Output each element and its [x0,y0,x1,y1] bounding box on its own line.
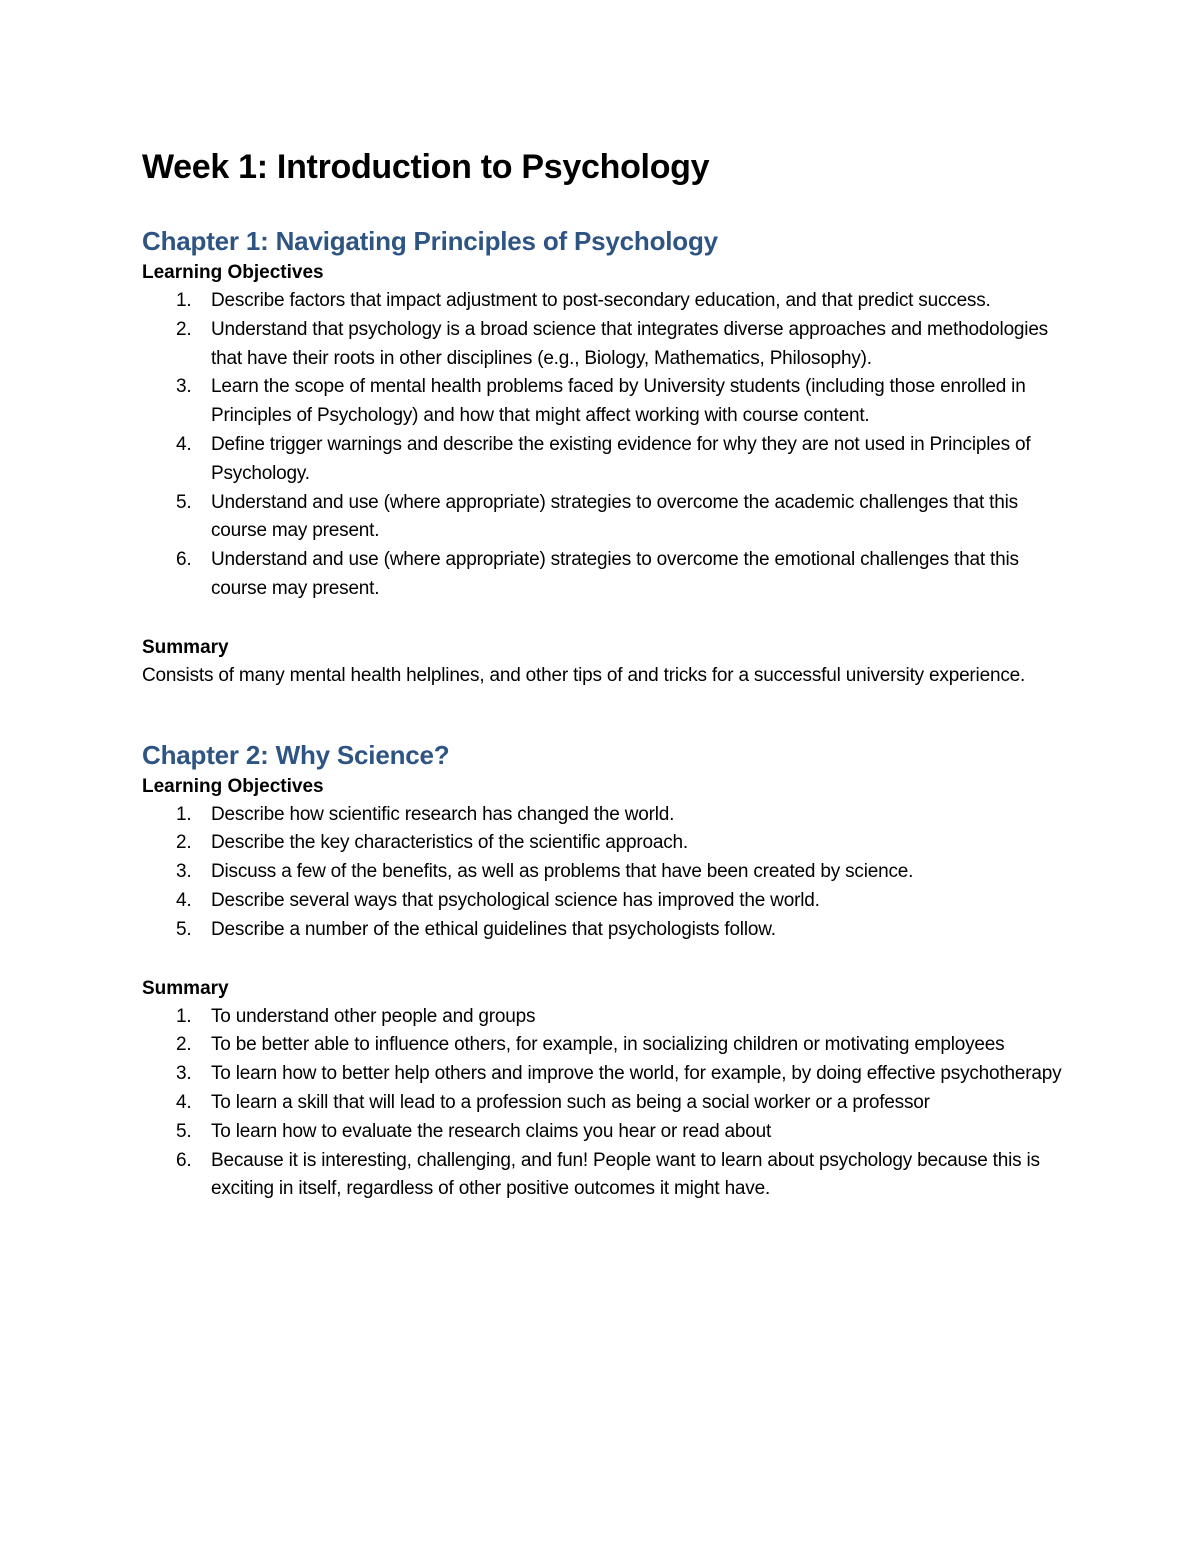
list-number: 1. [176,803,192,825]
list-item [142,373,1072,431]
chapter-2-objectives-label: Learning Objectives [142,775,324,797]
chapter-1-heading: Chapter 1: Navigating Principles of Psychology [142,226,718,256]
list-item [142,829,1072,858]
list-item [142,1031,1072,1060]
chapter-2-summary-label: Summary [142,977,229,999]
list-item-text: Describe several ways that psychological science has improved the world. [211,889,820,911]
list-item-text: Because it is interesting, challenging, and fun! People want to learn about psychology because this is exciting in itself, regardless of other positive outcomes it might have. [211,1149,1040,1200]
list-item-text: Understand and use (where appropriate) strategies to overcome the emotional challenges that this course may present. [211,549,1019,599]
list-item [142,887,1072,916]
list-item-text: Describe how scientific research has changed the world. [211,803,675,825]
list-number: 2. [176,1034,192,1056]
list-item-text: Describe a number of the ethical guidelines that psychologists follow. [211,918,776,940]
list-number: 3. [176,1063,192,1085]
chapter-1-summary-text: Consists of many mental health helplines, and other tips of and tricks for a successful university experience. [142,664,1026,686]
list-item-text: Understand and use (where appropriate) strategies to overcome the academic challenges that this course may present. [211,491,1018,542]
list-item-text: To learn how to better help others and improve the world, for example, by doing effective psychotherapy [211,1063,1062,1085]
list-number: 6. [176,549,192,571]
list-number: 5. [176,1120,192,1142]
page-title: Week 1: Introduction to Psychology [142,148,710,186]
list-item-text: Describe the key characteristics of the scientific approach. [211,832,688,854]
list-item-text: Understand that psychology is a broad science that integrates diverse approaches and methodologies that have their roots in other disciplines (e.g., Biology, Mathematics, Philosophy). [211,318,1048,369]
list-item-text: Describe factors that impact adjustment to post-secondary education, and that predict success. [211,290,991,311]
list-item-text: To understand other people and groups [211,1005,536,1027]
chapter-2-summary-list [142,1003,1072,1205]
list-number: 1. [176,1005,192,1027]
chapter-1-objectives-label: Learning Objectives [142,262,324,283]
list-item [142,431,1072,489]
list-item [142,1089,1072,1118]
list-item [142,1147,1072,1205]
list-number: 4. [176,433,192,455]
chapter-1-summary-label: Summary [142,636,229,658]
list-item-text: To learn a skill that will lead to a profession such as being a social worker or a professor [211,1091,930,1113]
list-number: 2. [176,832,192,854]
list-number: 3. [176,376,192,398]
list-number: 5. [176,491,192,513]
list-number: 3. [176,861,192,883]
list-item [142,916,1072,945]
list-number: 6. [176,1149,192,1171]
chapter-2-objectives-list [142,801,1072,945]
list-number: 4. [176,1091,192,1113]
list-number: 5. [176,918,192,940]
list-number: 4. [176,889,192,911]
list-item [142,546,1072,604]
list-item-text: Learn the scope of mental health problems faced by University students (including those enrolled in Principles of Psychology) and how that might affect working with course content. [211,376,1026,427]
list-item [142,287,1072,316]
list-item-text: To learn how to evaluate the research claims you hear or read about [211,1120,772,1142]
list-item-text: Define trigger warnings and describe the existing evidence for why they are not used in Principles of Psychology. [211,433,1031,484]
list-item-text: To be better able to influence others, for example, in socializing children or motivating employees [211,1034,1005,1056]
list-item [142,858,1072,887]
list-item [142,1118,1072,1147]
list-number: 2. [176,318,192,340]
list-item [142,316,1072,374]
list-item [142,489,1072,547]
chapter-2-heading: Chapter 2: Why Science? [142,739,450,770]
list-number: 1. [176,290,192,311]
list-item [142,1003,1072,1032]
document-page [142,145,1072,1204]
chapter-1-objectives-list [142,287,1072,604]
list-item [142,801,1072,830]
list-item [142,1060,1072,1089]
list-item-text: Discuss a few of the benefits, as well as problems that have been created by science. [211,861,914,883]
